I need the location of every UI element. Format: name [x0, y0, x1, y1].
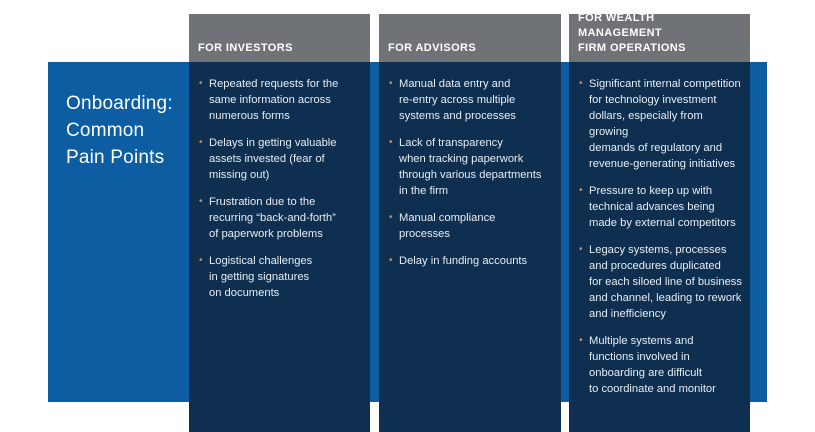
pain-point-list	[199, 76, 358, 301]
list-item: • Manual compliance processes	[389, 212, 496, 240]
list-item: • Multiple systems and functions involved in onboarding are difficult to coordinate and monitor	[579, 335, 716, 395]
bullet-icon: •	[579, 78, 583, 89]
column-panel	[189, 62, 370, 432]
column-panel	[379, 62, 561, 432]
bullet-icon: •	[389, 212, 393, 223]
list-item: • Delay in funding accounts	[389, 255, 528, 267]
list-item: • Manual data entry and re-entry across multiple systems and processes	[389, 78, 516, 122]
list-item: • Significant internal competition for technology investment dollars, especially from growing demands of regulatory and revenue-generating initiatives	[579, 78, 741, 170]
list-item: • Delays in getting valuable assets invested (fear of missing out)	[199, 137, 337, 181]
pain-point-list	[579, 76, 744, 397]
list-item: • Pressure to keep up with technical advances being made by external competitors	[579, 185, 736, 229]
column-firm-operations	[569, 14, 750, 432]
bullet-icon: •	[199, 196, 203, 207]
bullet-icon: •	[579, 185, 583, 196]
bullet-icon: •	[199, 255, 203, 266]
bullet-icon: •	[199, 78, 203, 89]
title-line: Onboarding:	[66, 93, 173, 114]
bullet-icon: •	[579, 335, 583, 346]
list-item: • Frustration due to the recurring “back-and-forth” of paperwork problems	[199, 196, 336, 240]
page-title	[66, 90, 186, 171]
column-heading: FOR ADVISORS	[379, 14, 561, 62]
title-line: Common	[66, 120, 145, 141]
bullet-icon: •	[389, 255, 393, 266]
list-item: • Lack of transparency when tracking paperwork through various departments in the firm	[389, 137, 542, 197]
list-item: • Legacy systems, processes and procedures duplicated for each siloed line of business and channel, leading to rework and inefficiency	[579, 244, 742, 320]
list-item: • Logistical challenges in getting signatures on documents	[199, 255, 313, 299]
pain-point-list	[389, 76, 549, 269]
bullet-icon: •	[389, 78, 393, 89]
bullet-icon: •	[579, 244, 583, 255]
column-heading: FOR INVESTORS	[189, 14, 370, 62]
bullet-icon: •	[199, 137, 203, 148]
title-line: Pain Points	[66, 147, 165, 168]
column-panel	[569, 62, 750, 432]
column-heading: FOR WEALTH MANAGEMENT FIRM OPERATIONS	[569, 14, 750, 62]
list-item: • Repeated requests for the same information across numerous forms	[199, 78, 339, 122]
bullet-icon: •	[389, 137, 393, 148]
column-advisors	[379, 14, 561, 432]
column-investors	[189, 14, 370, 432]
